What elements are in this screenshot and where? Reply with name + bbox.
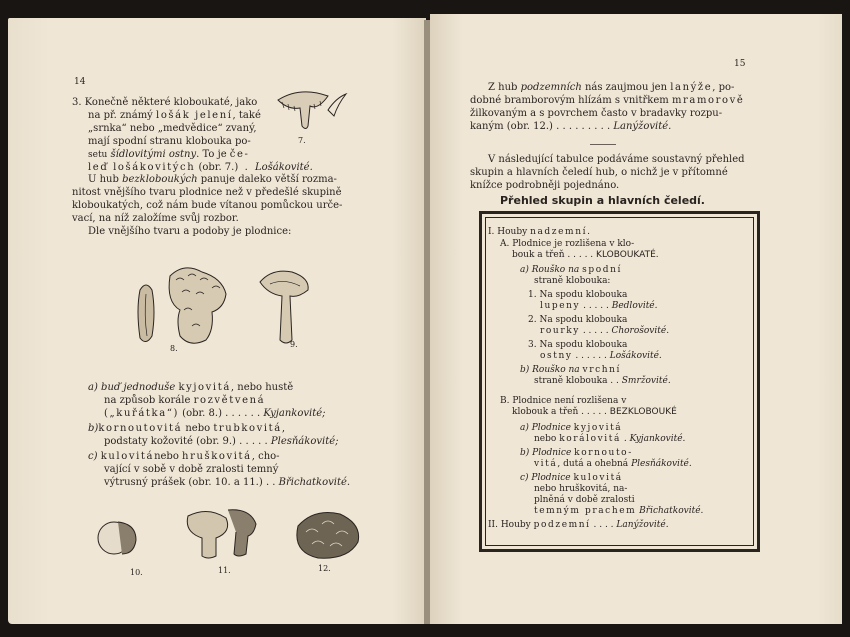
right-page: 15 Z hub podzemních nás zaujmou jen lanýže, po- dobné bramborovým hlízám s vnitřkem mramorově žilkovaným a s povrchem často v bradavky rozpu- kaným (obr. 12.) . . . . . . . . . Lanýžovité. V následující tabulce podáváme soustavný přehled skupin a hlavních čeledí hub, o nichž je v přítomné knížce podrobněji pojednáno. Přehled skupin a hlavních čeledí. I. Houby nadzemní. A. Plodnice je rozlišena v klo- bouk a třeň . . . . . KLOBOUKATÉ. a) Rouško na spodní straně klobouka: 1. Na spodu klobouka lupeny . . . . . Bedlovité. 2. Na spodu klobouka rourky . . . . . Chorošovité. 3. Na spodu klobouka ostny . . . . . . Lošákovité. b) Rouško na vrchní straně klobouka . . Smržovité. B. Plodnice není rozlišena v klobouk a třeň . . . . . BEZKLOBOUKÉ a) Plodnice kyjovitá nebo korálovitá . Kyjankovité. b) Plodnice kornouto- vitá, dutá a ohebná Plesňákovité. c) Plodnice kulovitá nebo hruškovitá, na- plněná v době zralosti temným prachem Břichatkovité. II. Houby podzemní . . . . Lanýžovité. bbox=[430, 14, 842, 624]
left-page: 14 3. Konečně některé kloboukaté, jako na př. známý lošák jelení, také „srnka“ nebo „medvědice“ zvaný, mají spodní stranu klobouka po- setu šídlovitými ostny. To je če- leď lošákovitých (obr. 7.) . Lošákovité. 7. U hub bezkloboukých panuje daleko větší rozma- nitost vnějšího tvaru plodnice než v předešlé skupině kloboukatých, což nám bude vítanou pomůckou urče- vací, na níž založíme svůj rozbor. Dle vnějšího tvaru a podoby je plodnice: 8. 9. a) buď jednoduše kyjovitá, nebo hustě na způsob korále rozvětvená („kuřátka“) (obr. 8.) . . . . . . Kyjankovité; b)kornoutovitá nebo trubkovitá, podstaty kožovité (obr. 9.) . . . . . Plesňákovité; c) kulovitánebo hruškovitá, cho- vající v sobě v době zralosti temný výtrusný prášek (obr. 10. a 11.) . . Břichatkovité. 10. 11. 12. bbox=[8, 18, 426, 624]
fungus-figure-7-illustration bbox=[270, 86, 350, 136]
fungus-figure-8-illustration bbox=[126, 250, 246, 350]
fungus-figure-9-illustration bbox=[256, 250, 316, 350]
fungus-figures-10-12-illustration bbox=[92, 502, 362, 566]
separator-rule bbox=[590, 144, 616, 145]
page-number-right: 15 bbox=[734, 59, 746, 69]
list-item: a) buď jednoduše kyjovitá, nebo hustě bbox=[88, 382, 294, 393]
page-number-left: 14 bbox=[74, 77, 86, 87]
table-title: Přehled skupin a hlavních čeledí. bbox=[500, 194, 705, 207]
list-item: c) kulovitánebo hruškovitá, cho- bbox=[88, 451, 280, 462]
list-item: b)kornoutovitá nebo trubkovitá, bbox=[88, 423, 286, 434]
overview-table: I. Houby nadzemní. A. Plodnice je rozlišena v klo- bouk a třeň . . . . . KLOBOUKATÉ. a) Rouško na spodní straně klobouka: 1. Na spodu klobouka lupeny . . . . . Bedlovité. 2. Na spodu klobouka rourky . . . . . Chorošovité. 3. Na spodu klobouka ostny . . . . . . Lošákovité. b) Rouško na vrchní straně klobouka . . Smržovité. B. Plodnice není rozlišena v klobouk a třeň . . . . . BEZKLOBOUKÉ a) Plodnice kyjovitá nebo korálovitá . Kyjankovité. b) Plodnice kornouto- vitá, dutá a ohebná Plesňákovité. c) Plodnice kulovitá nebo hruškovitá, na- plněná v době zralosti temným prachem Břichatkovité. II. Houby podzemní . . . . Lanýžovité. bbox=[479, 211, 760, 552]
